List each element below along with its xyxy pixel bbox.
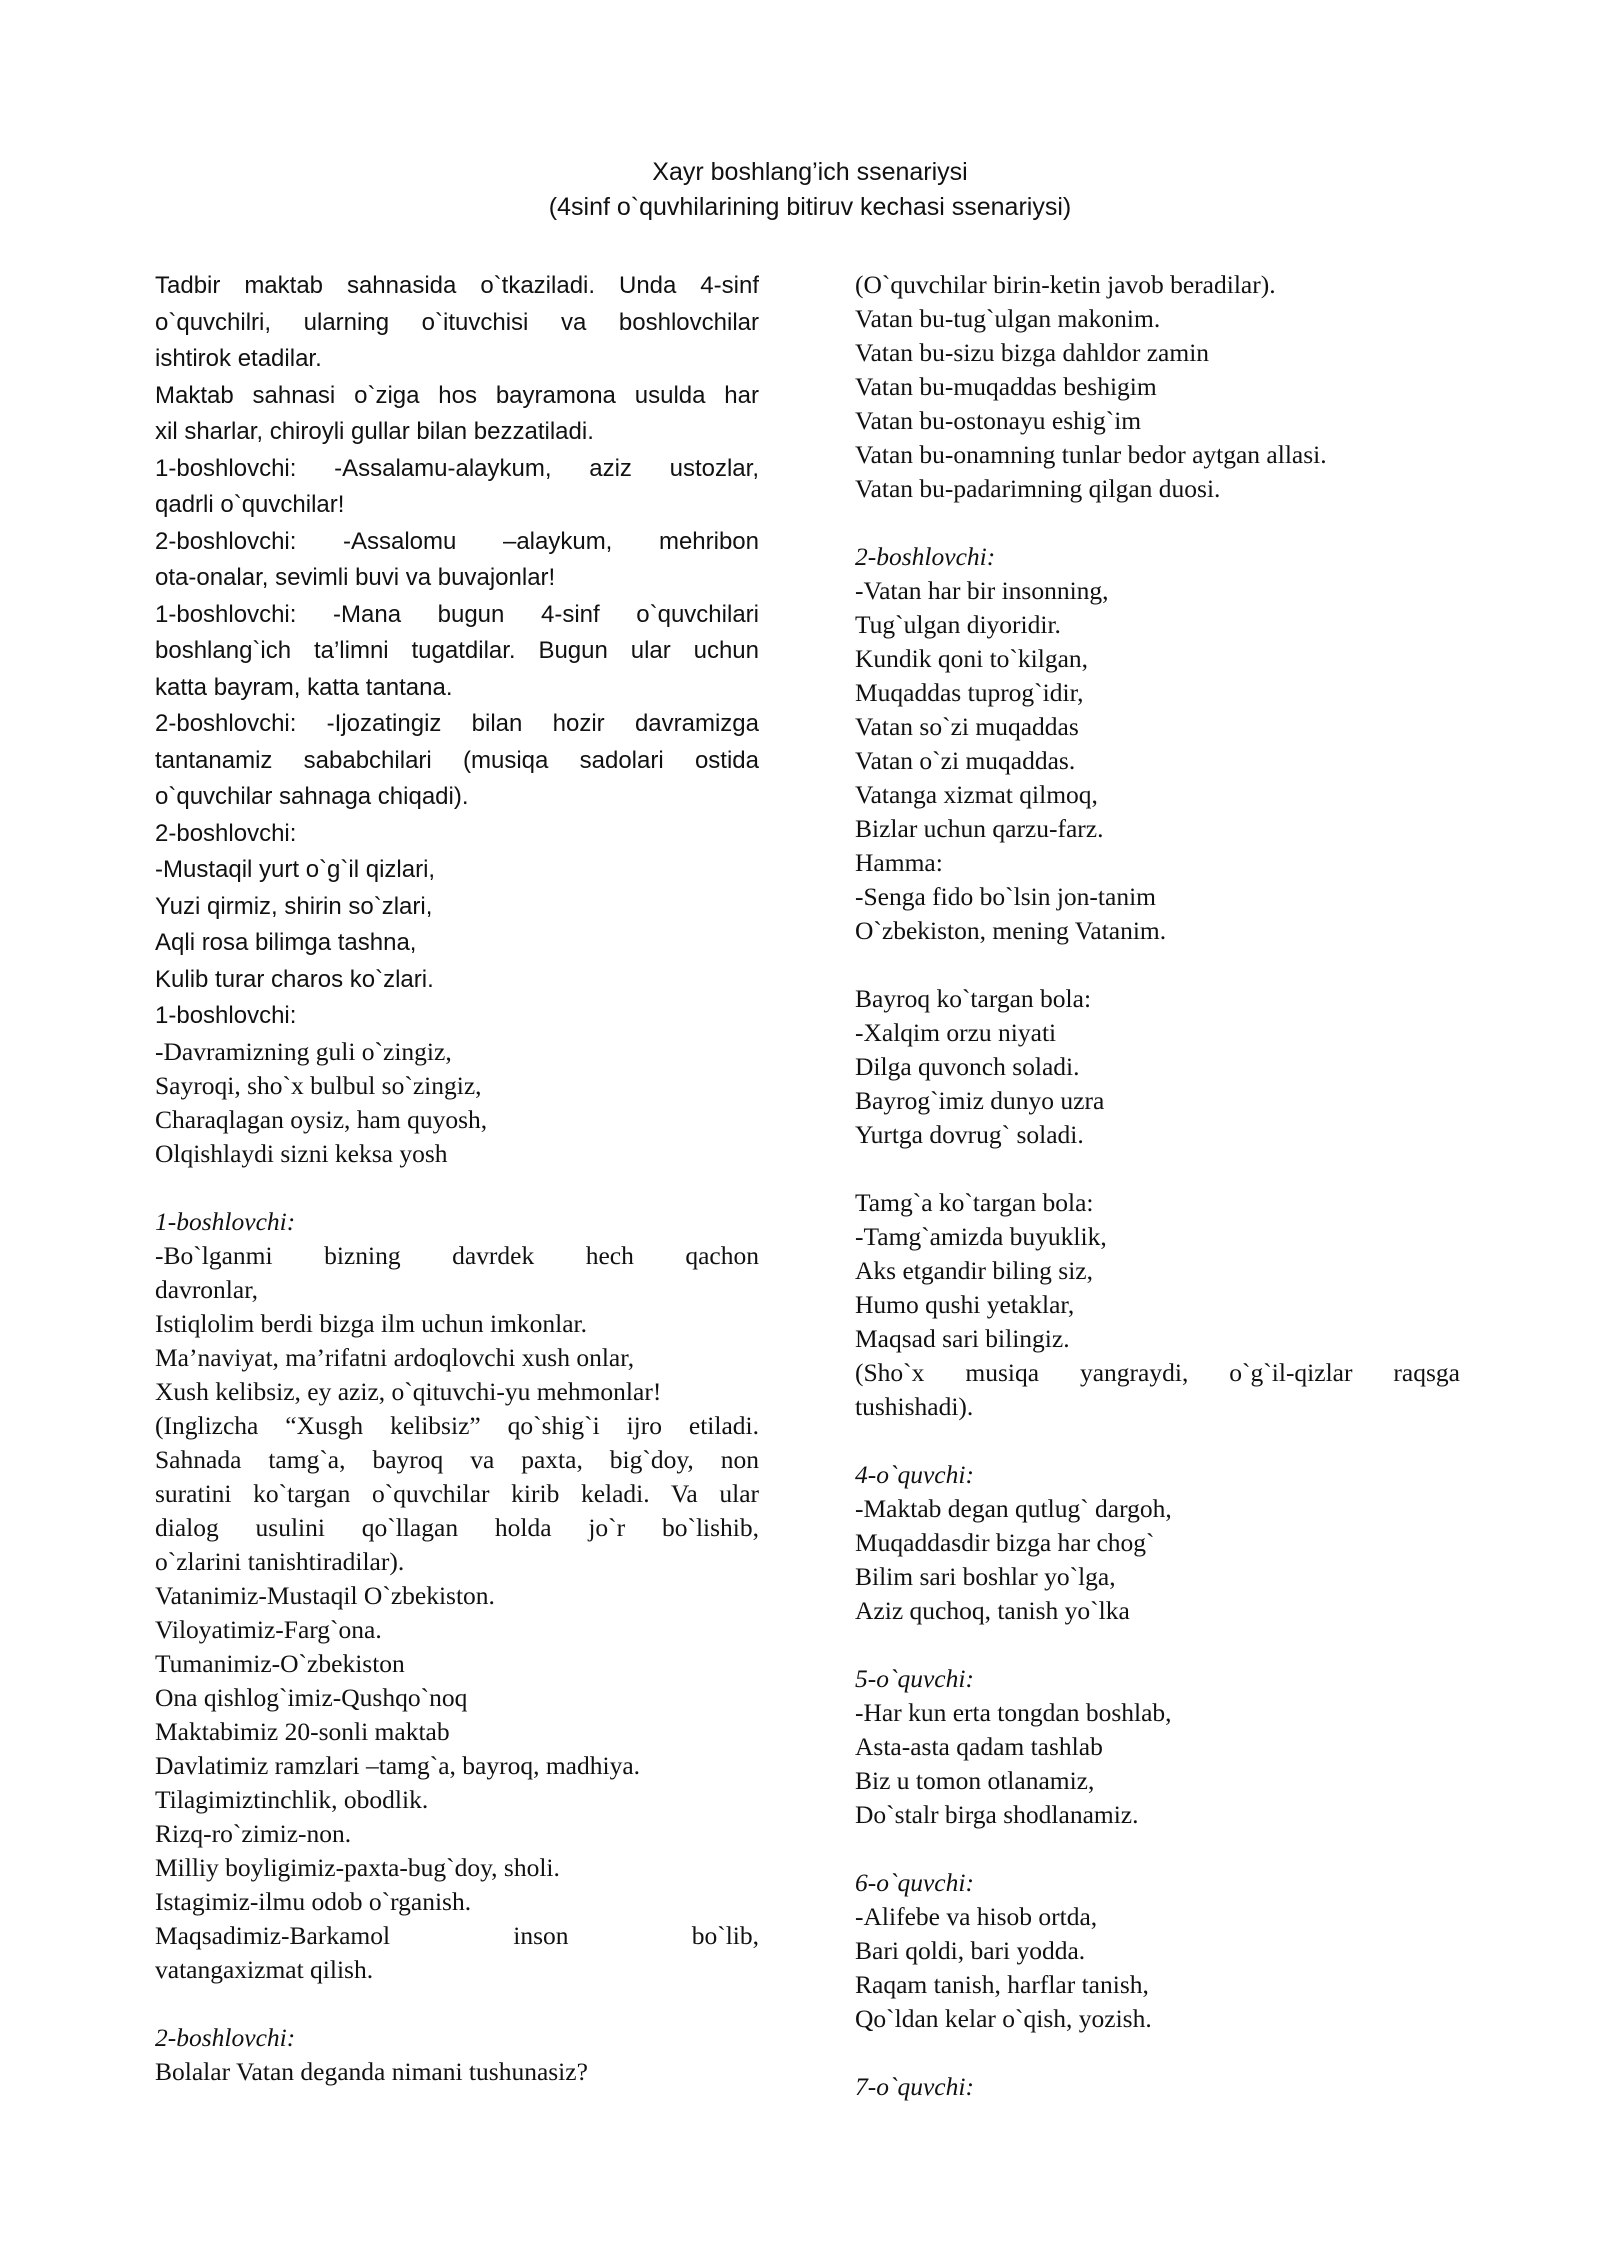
poem-line: Aziz quchoq, tanish yo`lka [855, 1596, 1130, 1625]
speaker-label: Bayroq ko`targan bola: [855, 984, 1092, 1013]
list-line: Davlatimiz ramzlari –tamg`a, bayroq, madhiya. [155, 1750, 641, 1780]
poem-line: Bilim sari boshlar yo`lga, [855, 1562, 1116, 1591]
poem-line: Kulib turar charos ko`zlari. [155, 965, 434, 993]
poem-line: Vatan bu-onamning tunlar bedor aytgan allasi. [855, 440, 1327, 469]
blank-line [855, 1424, 1460, 1458]
blank-line [155, 1987, 759, 2021]
poem-line: Ma’naviyat, ma’rifatni ardoqlovchi xush onlar, [155, 1342, 635, 1372]
text-line: (O`quvchilar birin-ketin javob beradilar). [855, 270, 1276, 299]
text-line: (Sho`x musiqa yangraydi, o`g`il-qizlar raqsga [855, 1358, 1460, 1387]
text-line: Maktab sahnasi o`ziga hos bayramona usulda har [155, 381, 759, 409]
speaker-label: 2-boshlovchi: [855, 542, 996, 571]
speaker-label: 4-o`quvchi: [855, 1460, 974, 1489]
poem-line: Humo qushi yetaklar, [855, 1290, 1075, 1319]
text-line: o`quvchilar sahnaga chiqadi). [155, 783, 469, 810]
blank-line [855, 2036, 1460, 2070]
poem-line: Aks etgandir biling siz, [855, 1256, 1093, 1285]
poem-line: Asta-asta qadam tashlab [855, 1732, 1103, 1761]
speaker-label: Tamg`a ko`targan bola: [855, 1188, 1094, 1217]
poem-line: Muqaddasdir bizga har chog` [855, 1528, 1155, 1557]
list-line: Tilagimiztinchlik, obodlik. [155, 1784, 429, 1814]
list-line: Ona qishlog`imiz-Qushqo`noq [155, 1682, 468, 1712]
poem-line: Vatan bu-sizu bizga dahldor zamin [855, 338, 1210, 367]
text-line: Bolalar Vatan deganda nimani tushunasiz? [155, 2056, 588, 2086]
poem-line: -Mustaqil yurt o`g`il qizlari, [155, 856, 436, 883]
text-line: o`quvchilri, ularning o`ituvchisi va boshlovchilar [155, 308, 759, 336]
poem-line: Kundik qoni to`kilgan, [855, 644, 1089, 673]
poem-line: -Tamg`amizda buyuklik, [855, 1222, 1107, 1251]
list-line: vatangaxizmat qilish. [155, 1954, 374, 1984]
text-line: dialog usulini qo`llagan holda jo`r bo`lishib, [155, 1512, 759, 1542]
poem-line: -Davramizning guli o`zingiz, [155, 1036, 452, 1066]
poem-line: Tug`ulgan diyoridir. [855, 610, 1061, 639]
poem-line: -Xalqim orzu niyati [855, 1018, 1057, 1047]
text-line: ota-onalar, sevimli buvi va buvajonlar! [155, 564, 556, 591]
speaker-label: 1-boshlovchi: [155, 1206, 296, 1236]
speaker-label: 2-boshlovchi: [155, 2022, 296, 2052]
poem-line: Qo`ldan kelar o`qish, yozish. [855, 2004, 1152, 2033]
text-line: (Inglizcha “Xusgh kelibsiz” qo`shig`i ijro etiladi. [155, 1410, 759, 1440]
text-line: Tadbir maktab sahnasida o`tkaziladi. Unda 4-sinf [155, 272, 759, 299]
poem-line: Vatan bu-muqaddas beshigim [855, 372, 1157, 401]
blank-line [855, 506, 1460, 540]
poem-line: Xush kelibsiz, ey aziz, o`qituvchi-yu mehmonlar! [155, 1376, 662, 1406]
title-line-1: Xayr boshlang’ich ssenariysi [652, 158, 968, 186]
list-line: Vatanimiz-Mustaqil O`zbekiston. [155, 1580, 495, 1610]
poem-line: Vatanga xizmat qilmoq, [855, 780, 1098, 809]
speaker-label: Hamma: [855, 848, 943, 877]
list-line: Istagimiz-ilmu odob o`rganish. [155, 1886, 472, 1916]
poem-line: Do`stalr birga shodlanamiz. [855, 1800, 1139, 1829]
poem-line: Yurtga dovrug` soladi. [855, 1120, 1084, 1149]
poem-line: davronlar, [155, 1274, 259, 1304]
poem-line: Bizlar uchun qarzu-farz. [855, 814, 1104, 843]
text-line: o`zlarini tanishtiradilar). [155, 1546, 405, 1576]
poem-line: Sayroqi, sho`x bulbul so`zingiz, [155, 1070, 482, 1100]
list-line: Milliy boyligimiz-paxta-bug`doy, sholi. [155, 1852, 560, 1882]
speaker-line: 2-boshlovchi: -Assalomu –alaykum, mehribon [155, 527, 759, 555]
poem-line: -Senga fido bo`lsin jon-tanim [855, 882, 1156, 911]
poem-line: Biz u tomon otlanamiz, [855, 1766, 1095, 1795]
speaker-label: 1-boshlovchi: [155, 1002, 297, 1029]
text-line: xil sharlar, chiroyli gullar bilan bezzatiladi. [155, 418, 594, 445]
document-title [0, 155, 1600, 225]
poem-line: Dilga quvonch soladi. [855, 1052, 1080, 1081]
poem-line: Vatan bu-padarimning qilgan duosi. [855, 474, 1221, 503]
list-line: Rizq-ro`zimiz-non. [155, 1818, 352, 1848]
speaker-label: 6-o`quvchi: [855, 1868, 974, 1897]
title-line-2: (4sinf o`quvhilarining bitiruv kechasi ssenariysi) [548, 193, 1072, 221]
poem-line: Raqam tanish, harflar tanish, [855, 1970, 1149, 1999]
poem-line: Muqaddas tuprog`idir, [855, 678, 1084, 707]
text-line: qadrli o`quvchilar! [155, 491, 345, 518]
list-line: Viloyatimiz-Farg`ona. [155, 1614, 382, 1644]
poem-line: Olqishlaydi sizni keksa yosh [155, 1138, 448, 1168]
speaker-label: 5-o`quvchi: [855, 1664, 974, 1693]
poem-line: Yuzi qirmiz, shirin so`zlari, [155, 892, 433, 920]
left-column [155, 268, 759, 2089]
poem-line: Maqsad sari bilingiz. [855, 1324, 1070, 1353]
poem-line: O`zbekiston, mening Vatanim. [855, 916, 1167, 945]
text-line: ishtirok etadilar. [155, 345, 322, 372]
poem-line: Vatan bu-tug`ulgan makonim. [855, 304, 1161, 333]
blank-line [855, 1628, 1460, 1662]
poem-line: Charaqlagan oysiz, ham quyosh, [155, 1104, 488, 1134]
poem-line: Bayrog`imiz dunyo uzra [855, 1086, 1105, 1115]
poem-line: Aqli rosa bilimga tashna, [155, 929, 417, 956]
list-line: Tumanimiz-O`zbekiston [155, 1648, 405, 1678]
poem-line: Vatan o`zi muqaddas. [855, 746, 1076, 775]
blank-line [155, 1171, 759, 1205]
text-line: suratini ko`targan o`quvchilar kirib keladi. Va ular [155, 1478, 759, 1508]
right-column [855, 268, 1460, 2104]
text-line: boshlang`ich ta’limni tugatdilar. Bugun ular uchun [155, 637, 759, 664]
blank-line [855, 1832, 1460, 1866]
text-line: katta bayram, katta tantana. [155, 673, 453, 701]
text-line: tantanamiz sababchilari (musiqa sadolari ostida [155, 746, 759, 774]
poem-line: Vatan bu-ostonayu eshig`im [855, 406, 1142, 435]
poem-line: Vatan so`zi muqaddas [855, 712, 1079, 741]
poem-line: Bari qoldi, bari yodda. [855, 1936, 1086, 1965]
poem-line: -Alifebe va hisob ortda, [855, 1902, 1098, 1931]
poem-line: Istiqlolim berdi bizga ilm uchun imkonlar. [155, 1308, 588, 1338]
poem-line: -Vatan har bir insonning, [855, 576, 1109, 605]
poem-line: -Har kun erta tongdan boshlab, [855, 1698, 1172, 1727]
text-line: tushishadi). [855, 1392, 974, 1421]
speaker-label: 2-boshlovchi: [155, 819, 297, 847]
blank-line [855, 948, 1460, 982]
speaker-line: 1-boshlovchi: -Mana bugun 4-sinf o`quvchilari [155, 600, 759, 628]
text-line: Sahnada tamg`a, bayroq va paxta, big`doy, non [155, 1444, 759, 1474]
speaker-label: 7-o`quvchi: [855, 2072, 974, 2101]
list-line: Maktabimiz 20-sonli maktab [155, 1716, 450, 1746]
list-line: Maqsadimiz-Barkamol inson bo`lib, [155, 1920, 759, 1950]
blank-line [855, 1152, 1460, 1186]
speaker-line: 2-boshlovchi: -Ijozatingiz bilan hozir davramizga [155, 710, 759, 737]
poem-line: -Bo`lganmi bizning davrdek hech qachon [155, 1240, 759, 1270]
speaker-line: 1-boshlovchi: -Assalamu-alaykum, aziz ustozlar, [155, 454, 759, 482]
poem-line: -Maktab degan qutlug` dargoh, [855, 1494, 1172, 1523]
